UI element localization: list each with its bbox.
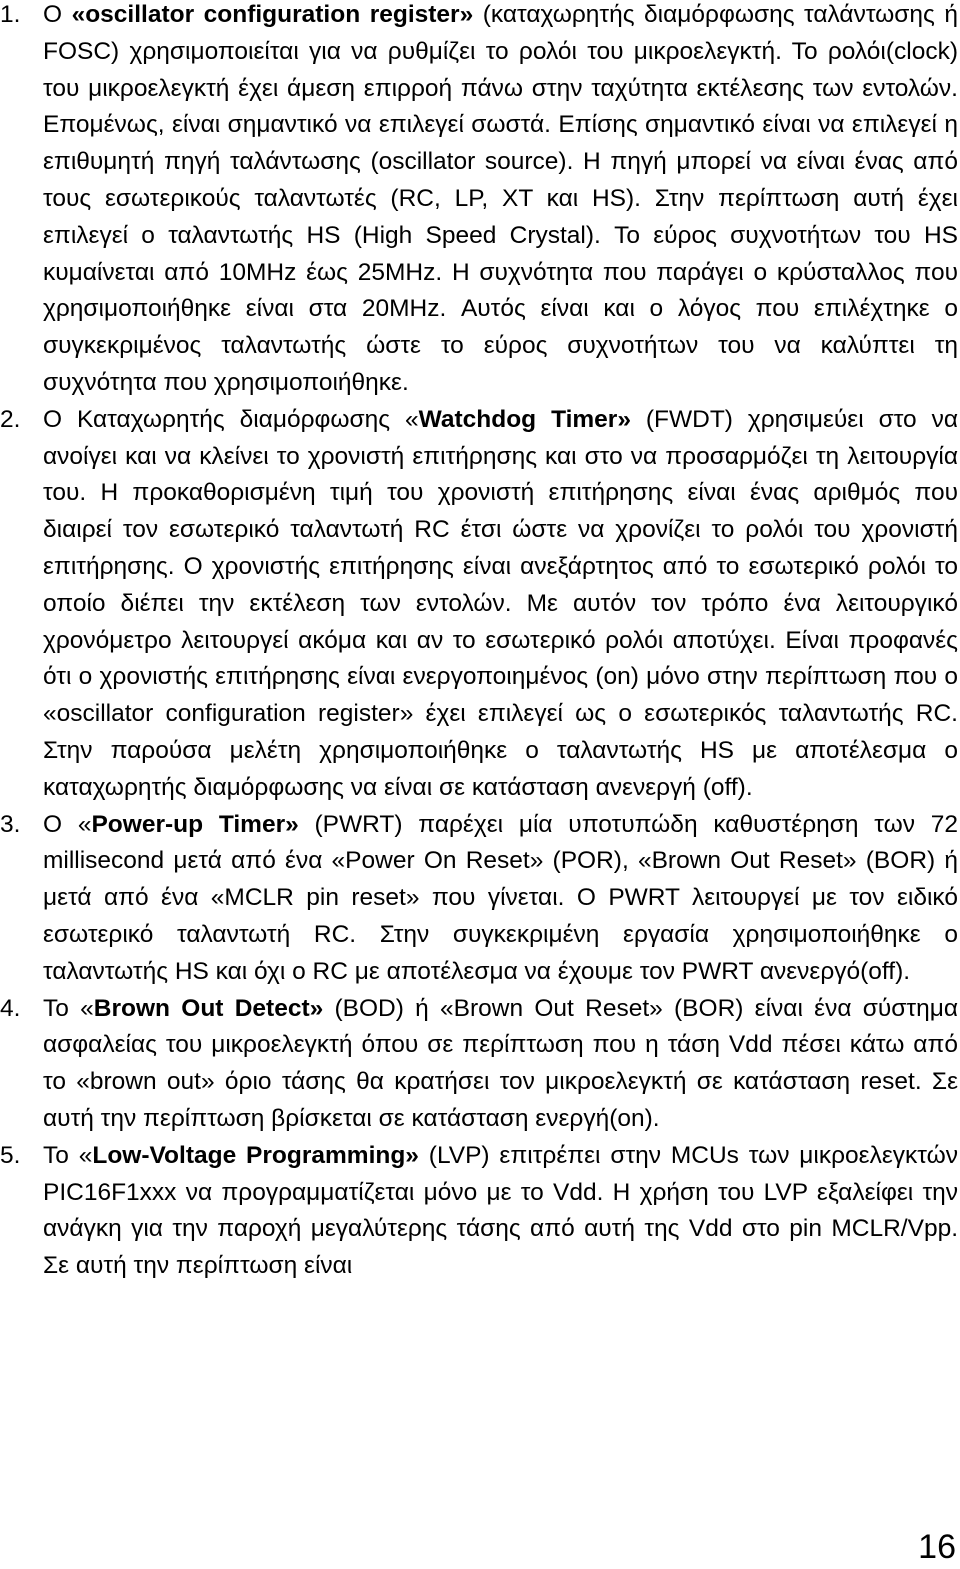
item-number: 4. <box>0 994 21 1022</box>
item-number: 1. <box>0 1 21 28</box>
item-paragraph <box>43 991 958 1138</box>
item-number: 5. <box>0 1141 21 1169</box>
item-term: Low-Voltage Programming» <box>92 1141 419 1169</box>
list-item <box>0 1138 960 1285</box>
item-text: (LVP) επιτρέπει στην MCUs των μικροελεγκτών PIC16F1xxx να προγραμματίζεται μόνο με το Vdd. Η χρήση του LVP εξαλείφει την ανάγκη για την παροχή μεγαλύτερης τάσης από αυτή της Vdd στο pin MCLR/Vpp. Σε αυτή την περίπτωση είναι <box>43 1141 958 1280</box>
item-lead: Το « <box>43 1141 93 1169</box>
list-item <box>0 402 960 807</box>
item-text: (καταχωρητής διαμόρφωσης ταλάντωσης ή FOSC) χρησιμοποιείται για να ρυθμίζει το ρολόι του μικροελεγκτή. Το ρολόι(clock) του μικροελεγκτή έχει άμεση επιρροή πάνω στην ταχύτητα εκτέλεσης των εντολών. Επομένως, είναι σημαντικό να επιλεγεί σωστά. Επίσης σημαντικό είναι να επιλεγεί η επιθυμητή πηγή ταλάντωσης (oscillator source). Η πηγή μπορεί να είναι ένας από τους εσωτερικούς ταλαντωτές (RC, LP, XT και HS). Στην περίπτωση αυτή έχει επιλεγεί ο ταλαντωτής HS (High Speed Crystal). Το εύρος συχνοτήτων του HS κυμαίνεται από 10MHz έως 25MHz. Η συχνότητα που παράγει ο κρύσταλλος που χρησιμοποιήθηκε είναι στα 20MHz. Αυτός είναι και ο λόγος που επιλέχτηκε ο συγκεκριμένος ταλαντωτής ώστε το εύρος συχνοτήτων του να καλύπτει τη συχνότητα που χρησιμοποιήθηκε. <box>43 1 958 396</box>
list-item <box>0 991 960 1138</box>
list-item <box>0 0 960 402</box>
item-lead: Το « <box>43 994 94 1022</box>
item-text: (PWRT) παρέχει μία υποτυπώδη καθυστέρηση των 72 millisecond μετά από ένα «Power On Reset» (POR), «Brown Out Reset» (BOR) ή μετά από ένα «MCLR pin reset» που γίνεται. Ο PWRT λειτουργεί με τον ειδικό εσωτερικό ταλαντωτή RC. Στην συγκεκριμένη εργασία χρησιμοποιήθηκε ο ταλαντωτής HS και όχι ο RC με αποτέλεσμα να έχουμε τον PWRT ανενεργό(off). <box>43 810 958 985</box>
item-text: (BOD) ή «Brown Out Reset» (BOR) είναι ένα σύστημα ασφαλείας του μικροελεγκτή όπου σε περίπτωση που η τάση Vdd πέσει κάτω από το «brown out» όριο τάσης θα κρατήσει τον μικροελεγκτή σε κατάσταση reset. Σε αυτή την περίπτωση βρίσκεται σε κατάσταση ενεργή(on). <box>43 994 958 1132</box>
item-number: 2. <box>0 405 21 433</box>
item-paragraph <box>43 0 958 402</box>
item-term: Brown Out Detect» <box>93 994 324 1022</box>
item-paragraph <box>43 1138 958 1285</box>
page-number: 16 <box>918 1528 956 1566</box>
item-term: Power-up Timer» <box>91 810 299 838</box>
item-lead: Ο <box>43 1 72 28</box>
item-lead: Ο « <box>43 810 92 838</box>
list-item <box>0 807 960 991</box>
item-paragraph <box>43 807 958 991</box>
item-term: Watchdog Timer» <box>418 405 631 433</box>
item-paragraph <box>43 402 958 807</box>
item-term: «oscillator configuration register» <box>71 1 474 28</box>
item-number: 3. <box>0 810 21 838</box>
item-text: (FWDT) χρησιμεύει στο να ανοίγει και να κλείνει το χρονιστή επιτήρησης και στο να προσαρμόζει τη λειτουργία του. Η προκαθορισμένη τιμή του χρονιστή επιτήρησης είναι ένας αριθμός που διαιρεί τον εσωτερικό ταλαντωτή RC έτσι ώστε να χρονίζει το ρολόι του χρονιστή επιτήρησης. Ο χρονιστής επιτήρησης είναι ανεξάρτητος από το εσωτερικό ρολόι το οποίο διέπει την εκτέλεση των εντολών. Με αυτόν τον τρόπο ένα λειτουργικό χρονόμετρο λειτουργεί ακόμα και αν το εσωτερικό ρολόι αποτύχει. Είναι προφανές ότι ο χρονιστής επιτήρησης είναι ενεργοποιημένος (on) μόνο στην περίπτωση που ο «oscillator configuration register» έχει επιλεγεί ως ο εσωτερικός ταλαντωτής RC. Στην παρούσα μελέτη χρησιμοποιήθηκε ο ταλαντωτής HS με αποτέλεσμα ο καταχωρητής διαμόρφωσης να είναι σε κατάσταση ανενεργή (off). <box>43 405 958 801</box>
item-lead: Ο Καταχωρητής διαμόρφωσης « <box>43 405 419 433</box>
